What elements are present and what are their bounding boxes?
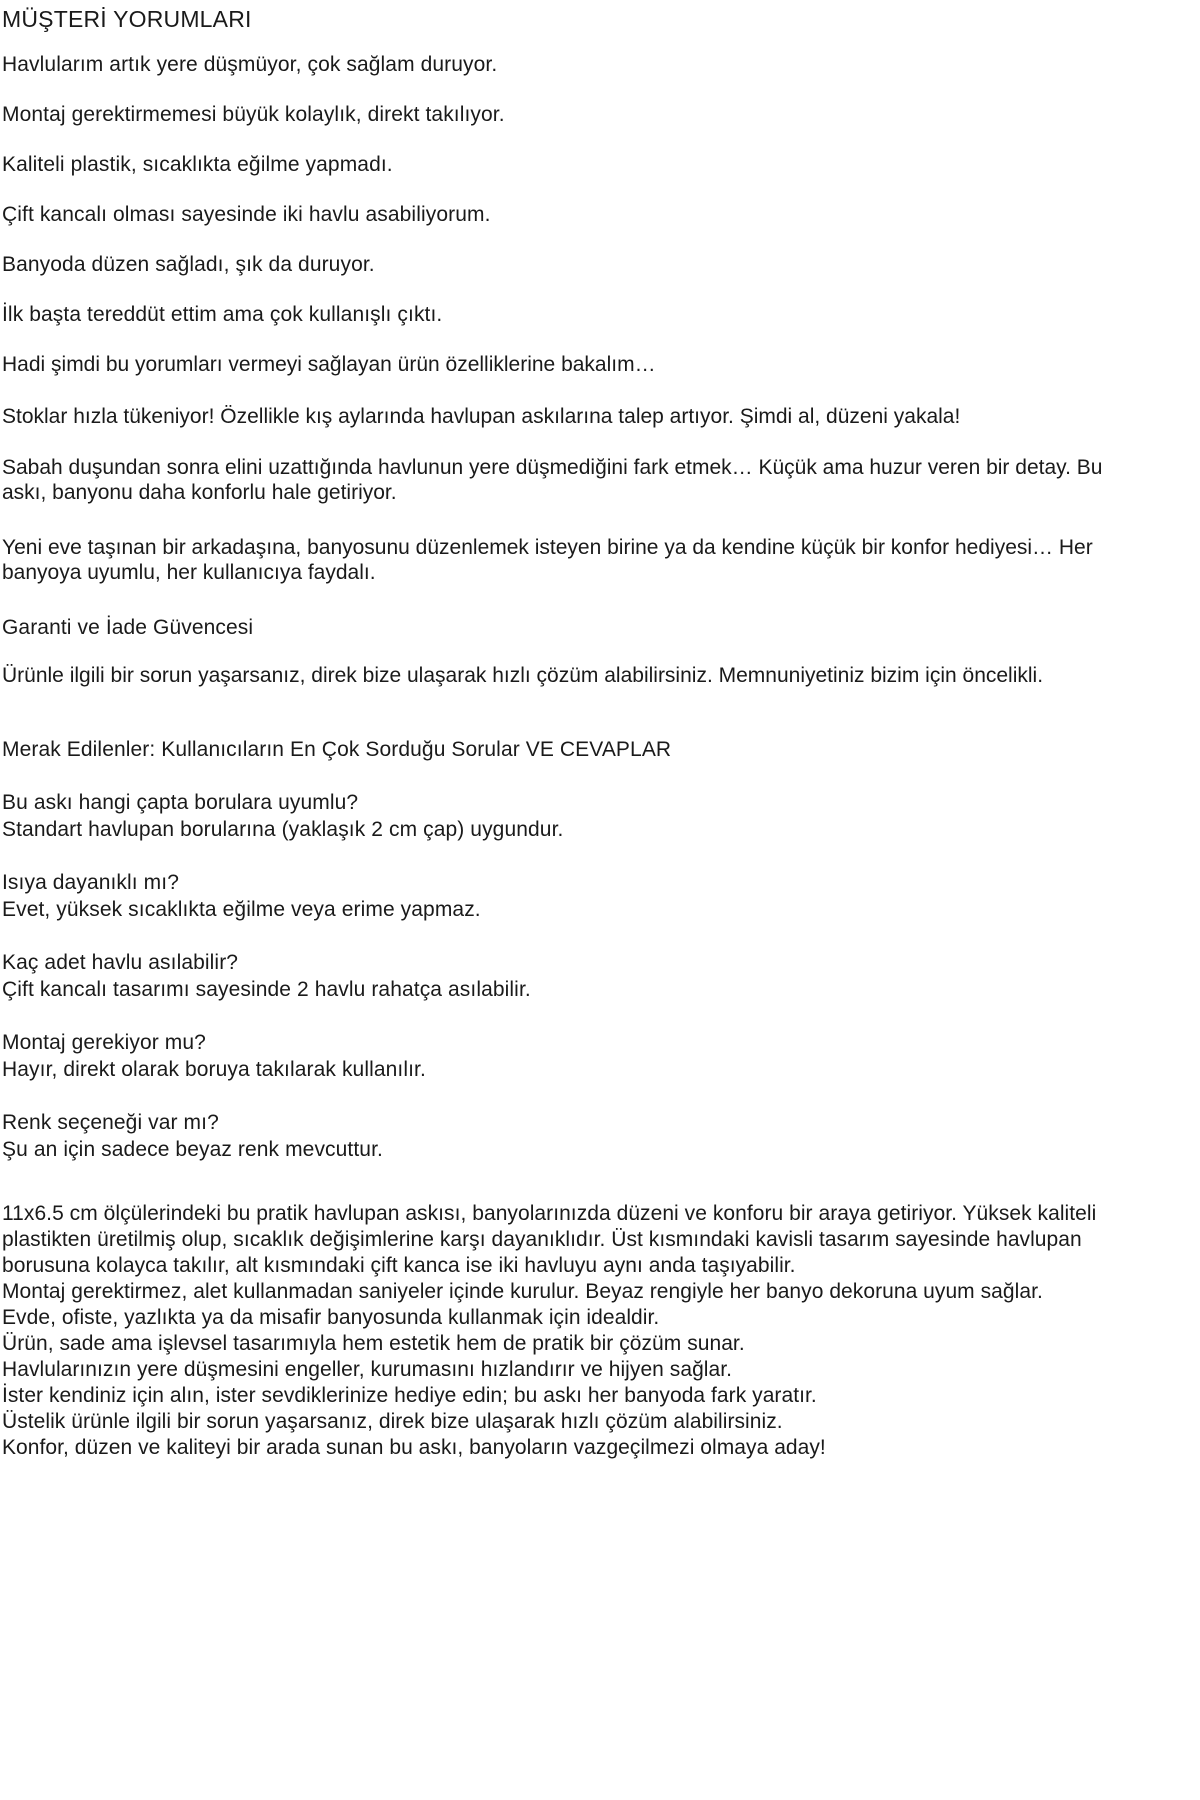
faq-question: Montaj gerekiyor mu?	[2, 1031, 206, 1054]
faq-item	[2, 1029, 1200, 1083]
review-item: Banyoda düzen sağladı, şık da duruyor.	[2, 253, 375, 276]
benefit-paragraph-gift: Yeni eve taşınan bir arkadaşına, banyosunu düzenlemek isteyen birine ya da kendine küçük bir konfor hediyesi… Her banyoya uyumlu, her kullanıcıya faydalı.	[2, 536, 1093, 584]
faq-answer: Hayır, direkt olarak boruya takılarak kullanılır.	[2, 1058, 426, 1081]
product-description-block	[2, 1201, 1200, 1461]
product-description-text: 11x6.5 cm ölçülerindeki bu pratik havlupan askısı, banyolarınızda düzeni ve konforu bir araya getiriyor. Yüksek kaliteli plastikten üretilmiş olup, sıcaklık değişimlerine karşı dayanıklıdır. Üst kısmındaki kavisli tasarım sayesinde havlupan borusuna kolayca takılır, alt kısmındaki çift kanca ise iki havluyu aynı anda taşıyabilir. Montaj gerektirmez, alet kullanmadan saniyeler içinde kurulur. Beyaz rengiyle her banyo dekoruna uyum sağlar. Evde, ofiste, yazlıkta ya da misafir banyosunda kullanmak için idealdir. Ürün, sade ama işlevsel tasarımıyla hem estetik hem de pratik bir çözüm sunar. Havlularınızın yere düşmesini engeller, kurumasını hızlandırır ve hijyen sağlar. İster kendiniz için alın, ister sevdiklerinize hediye edin; bu askı her banyoda fark yaratır. Üstelik ürünle ilgili bir sorun yaşarsanız, direk bize ulaşarak hızlı çözüm alabilirsiniz. Konfor, düzen ve kaliteyi bir arada sunan bu askı, banyoların vazgeçilmezi olmaya aday!	[2, 1202, 1097, 1459]
review-item: Montaj gerektirmemesi büyük kolaylık, direkt takılıyor.	[2, 103, 505, 126]
faq-question: Bu askı hangi çapta borulara uyumlu?	[2, 791, 359, 814]
faq-answer: Çift kancalı tasarımı sayesinde 2 havlu rahatça asılabilir.	[2, 978, 531, 1001]
faq-item	[2, 789, 1200, 843]
faq-list	[2, 789, 1200, 1163]
faq-heading: Merak Edilenler: Kullanıcıların En Çok Sorduğu Sorular VE CEVAPLAR	[2, 738, 672, 761]
benefit-paragraph-comfort: Sabah duşundan sonra elini uzattığında havlunun yere düşmediğini fark etmek… Küçük ama huzur veren bir detay. Bu askı, banyonu daha konforlu hale getiriyor.	[2, 456, 1103, 504]
faq-answer: Standart havlupan borularına (yaklaşık 2 cm çap) uygundur.	[2, 818, 564, 841]
faq-answer: Evet, yüksek sıcaklıkta eğilme veya erime yapmaz.	[2, 898, 481, 921]
faq-item	[2, 1109, 1200, 1163]
stock-urgency-text: Stoklar hızla tükeniyor! Özellikle kış aylarında havlupan askılarına talep artıyor. Şimdi al, düzeni yakala!	[2, 405, 961, 428]
faq-item	[2, 869, 1200, 923]
faq-answer: Şu an için sadece beyaz renk mevcuttur.	[2, 1138, 383, 1161]
review-item: Kaliteli plastik, sıcaklıkta eğilme yapmadı.	[2, 153, 393, 176]
review-item: Havlularım artık yere düşmüyor, çok sağlam duruyor.	[2, 53, 498, 76]
faq-question: Isıya dayanıklı mı?	[2, 871, 179, 894]
faq-question: Renk seçeneği var mı?	[2, 1111, 219, 1134]
review-item: Çift kancalı olması sayesinde iki havlu asabiliyorum.	[2, 203, 491, 226]
warranty-text: Ürünle ilgili bir sorun yaşarsanız, direk bize ulaşarak hızlı çözüm alabilirsiniz. Memnuniyetiniz bizim için öncelikli.	[2, 664, 1044, 687]
page-title: MÜŞTERİ YORUMLARI	[2, 6, 252, 32]
customer-reviews-list	[2, 52, 1200, 328]
review-item: İlk başta tereddüt ettim ama çok kullanışlı çıktı.	[2, 303, 443, 326]
warranty-heading: Garanti ve İade Güvencesi	[2, 616, 254, 639]
faq-item	[2, 949, 1200, 1003]
faq-question: Kaç adet havlu asılabilir?	[2, 951, 239, 974]
transition-text: Hadi şimdi bu yorumları vermeyi sağlayan ürün özelliklerine bakalım…	[2, 353, 656, 376]
